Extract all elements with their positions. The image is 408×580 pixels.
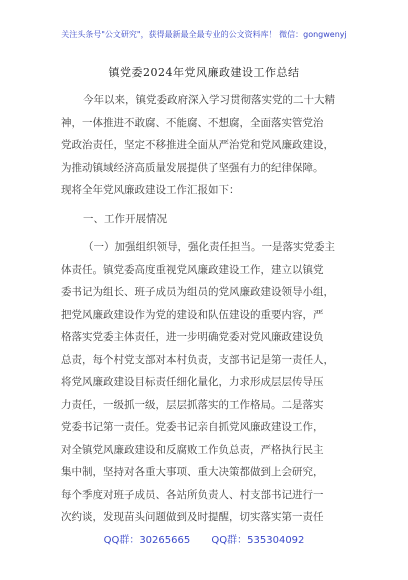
- intro-paragraph: [61, 89, 348, 202]
- qq-group-1: QQ群：30265665: [103, 535, 191, 546]
- qq-group-2: QQ群：535304092: [211, 535, 305, 546]
- promo-banner: 关注头条号"公文研究"，获得最新最全最专业的公文资料库！ 微信：gongwenyj: [61, 30, 347, 39]
- text-line: 每个季度对班子成员、各站所负责人、村支部书记进行一: [61, 488, 324, 501]
- text-line: 格落实党委主体责任，进一步明确党委对党风廉政建设负: [61, 331, 324, 343]
- footer-contacts: [0, 535, 408, 547]
- text-line: 对全镇党风廉政建设和反腐败工作负总责，严格执行民主: [61, 443, 324, 456]
- text-line: 总责，每个村党支部对本村负责，支部书记是第一责任人，: [61, 353, 334, 366]
- text-line: 党委书记第一责任。党委书记亲自抓党风廉政建设工作，: [61, 421, 324, 433]
- text-line: 今年以来，镇党委政府深入学习贯彻落实党的二十大精: [83, 94, 335, 106]
- text-line: （一）加强组织领导，强化责任担当。一是落实党委主: [83, 241, 335, 253]
- body-paragraph: [61, 236, 348, 529]
- text-line: 将党风廉政建设目标责任细化量化，力求形成层层传导压: [61, 376, 324, 388]
- text-line: 力责任，一级抓一级，层层抓落实的工作格局。二是落实: [61, 398, 324, 411]
- text-line: 次约谈，发现苗头问题做到及时提醒，切实落实第一责任: [61, 511, 324, 523]
- text-line: 为推动镇域经济高质量发展提供了坚强有力的纪律保障。: [61, 161, 324, 174]
- section-heading: 一、工作开展情况: [83, 213, 167, 225]
- text-line: 体责任。镇党委高度重视党风廉政建设工作，建立以镇党: [61, 263, 324, 276]
- text-line: 党政治责任，坚定不移推进全面从严治党和党风廉政建设，: [61, 139, 334, 151]
- text-line: 集中制，坚持对各重大事项、重大决策都做到上会研究，: [61, 466, 324, 478]
- text-line: 现将全年党风廉政建设工作汇报如下：: [61, 184, 240, 196]
- text-line: 神，一体推进不敢腐、不能腐、不想腐，全面落实管党治: [61, 116, 324, 129]
- document-title: 镇党委2024年党风廉政建设工作总结: [108, 66, 300, 79]
- text-line: 把党风廉政建设作为党的建设和队伍建设的重要内容，严: [61, 308, 324, 321]
- text-line: 委书记为组长、班子成员为组员的党风廉政建设领导小组，: [61, 286, 334, 298]
